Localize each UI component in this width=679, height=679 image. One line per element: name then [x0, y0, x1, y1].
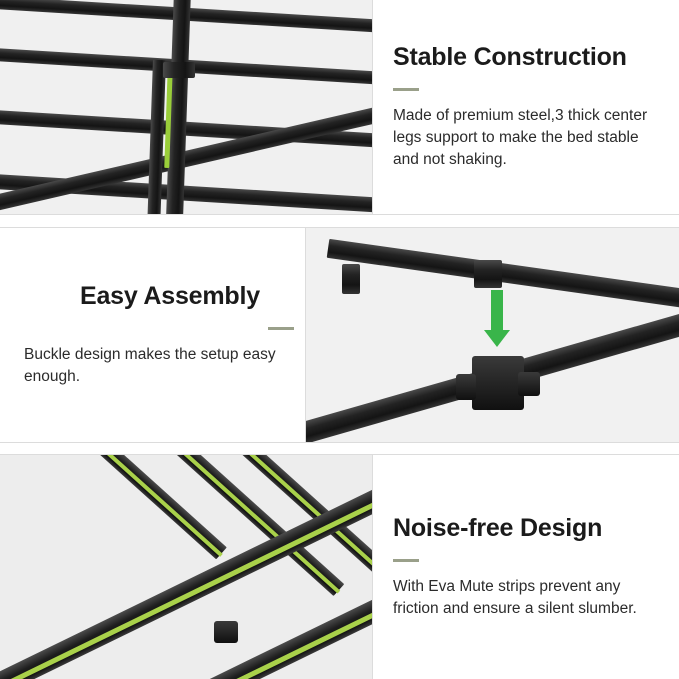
- arrow-head-down-icon: [484, 330, 510, 347]
- text-noise-free-design: [373, 455, 679, 679]
- section-title: Stable Construction: [393, 43, 627, 72]
- eva-mute-strip: [0, 455, 223, 557]
- photo-buckle-closeup: [306, 228, 679, 442]
- text-easy-assembly: [0, 228, 305, 442]
- text-stable-construction: [373, 0, 679, 214]
- rail-end-cap: [474, 260, 502, 288]
- separator-horizontal: [0, 442, 679, 443]
- bracket-detail: [163, 62, 195, 78]
- separator-horizontal: [0, 454, 679, 455]
- separator-vertical: [372, 0, 373, 214]
- separator-vertical: [305, 228, 306, 442]
- accent-rule: [393, 88, 419, 91]
- buckle-tab: [518, 372, 540, 396]
- section-body: With Eva Mute strips prevent any friction and ensure a silent slumber.: [393, 577, 637, 617]
- separator-horizontal: [0, 214, 679, 215]
- steel-bar-diagonal: [0, 455, 227, 559]
- photo-mute-strips: [0, 455, 372, 679]
- hook-bracket: [342, 264, 360, 294]
- section-title: Noise-free Design: [393, 514, 603, 543]
- buckle-component: [472, 356, 524, 410]
- separator-vertical: [372, 455, 373, 679]
- joint-plate: [214, 621, 238, 643]
- buckle-tab: [456, 374, 476, 400]
- arrow-shaft: [491, 290, 503, 332]
- image-stable-construction: [0, 0, 372, 214]
- accent-rule: [393, 559, 419, 562]
- accent-rule: [268, 327, 294, 330]
- separator-horizontal: [0, 227, 679, 228]
- image-easy-assembly: [306, 228, 679, 442]
- section-title: Easy Assembly: [80, 282, 260, 311]
- photo-bed-frame-slats: [0, 0, 372, 214]
- section-body: Buckle design makes the setup easy enough.: [24, 345, 276, 385]
- section-body: Made of premium steel,3 thick center legs support to make the bed stable and not shaking.: [393, 106, 648, 168]
- image-noise-free-design: [0, 455, 372, 679]
